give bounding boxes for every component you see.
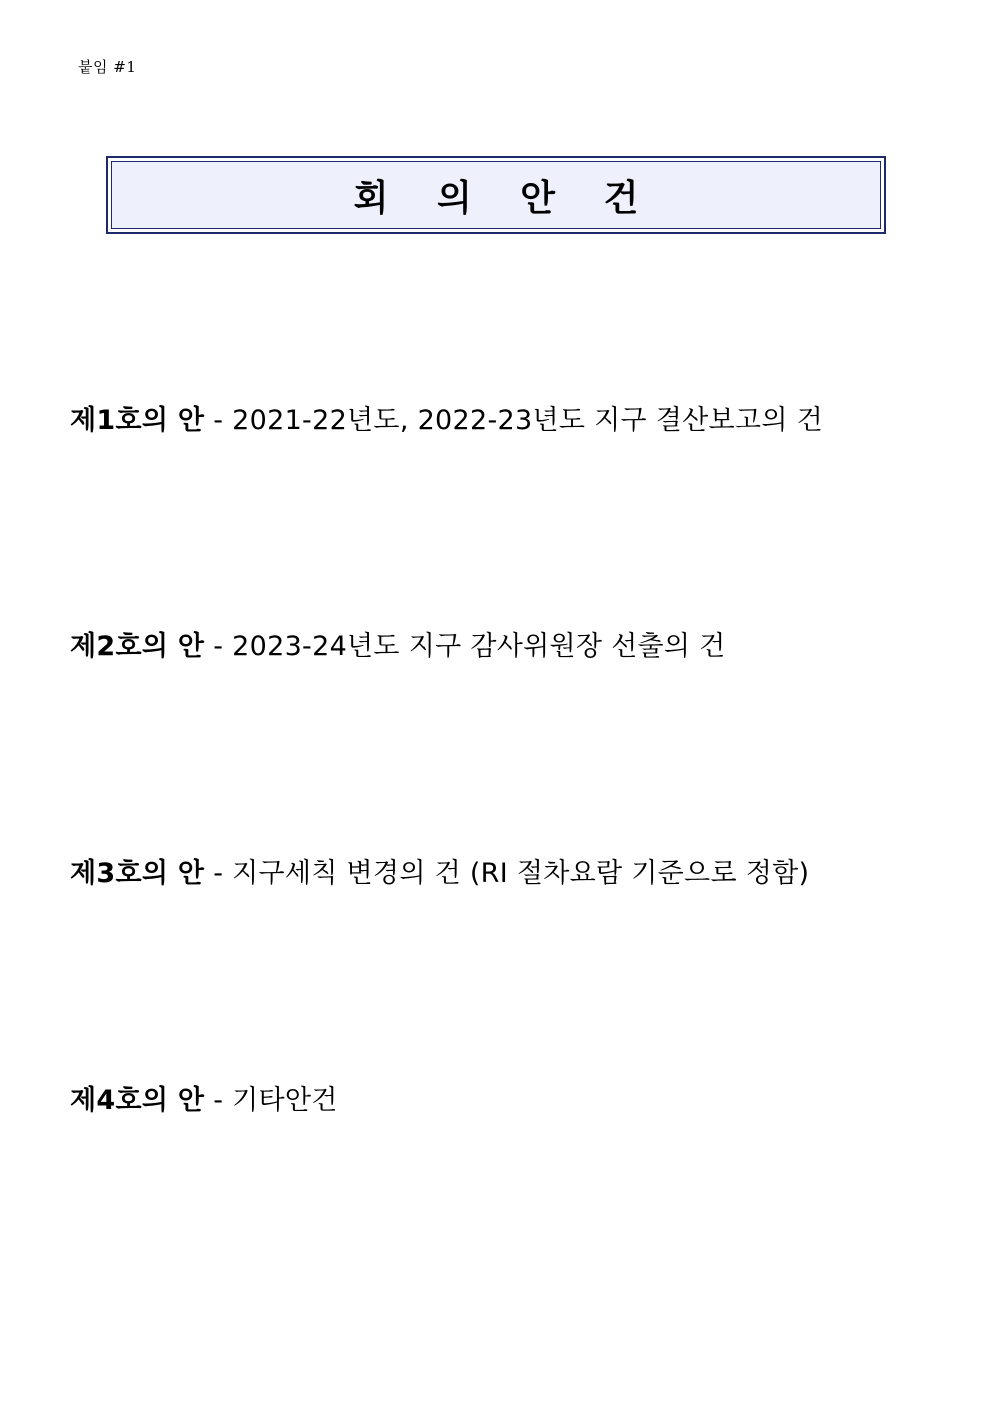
- agenda-item-text: 2023-24년도 지구 감사위원장 선출의 건: [232, 631, 726, 662]
- agenda-item-separator: -: [204, 631, 233, 662]
- agenda-item-4: [70, 1078, 338, 1117]
- agenda-item-number: 제1호의 안: [70, 405, 205, 436]
- page-title: 회 의 안 건: [353, 177, 657, 219]
- attachment-label: 붙임 #1: [78, 58, 137, 76]
- agenda-item-number: 제2호의 안: [70, 631, 205, 662]
- agenda-item-1: [70, 398, 823, 437]
- agenda-item-text: 2021-22년도, 2022-23년도 지구 결산보고의 건: [232, 405, 823, 436]
- title-box: [106, 156, 886, 234]
- title-inner: [111, 161, 881, 229]
- agenda-item-3: [70, 851, 809, 890]
- agenda-item-text: 지구세칙 변경의 건 (RI 절차요람 기준으로 정함): [232, 858, 810, 889]
- agenda-item-2: [70, 624, 726, 663]
- agenda-item-separator: -: [204, 405, 233, 436]
- agenda-item-text: 기타안건: [232, 1085, 338, 1116]
- agenda-item-separator: -: [204, 858, 233, 889]
- agenda-item-separator: -: [204, 1085, 233, 1116]
- agenda-item-number: 제3호의 안: [70, 858, 205, 889]
- agenda-item-number: 제4호의 안: [70, 1085, 205, 1116]
